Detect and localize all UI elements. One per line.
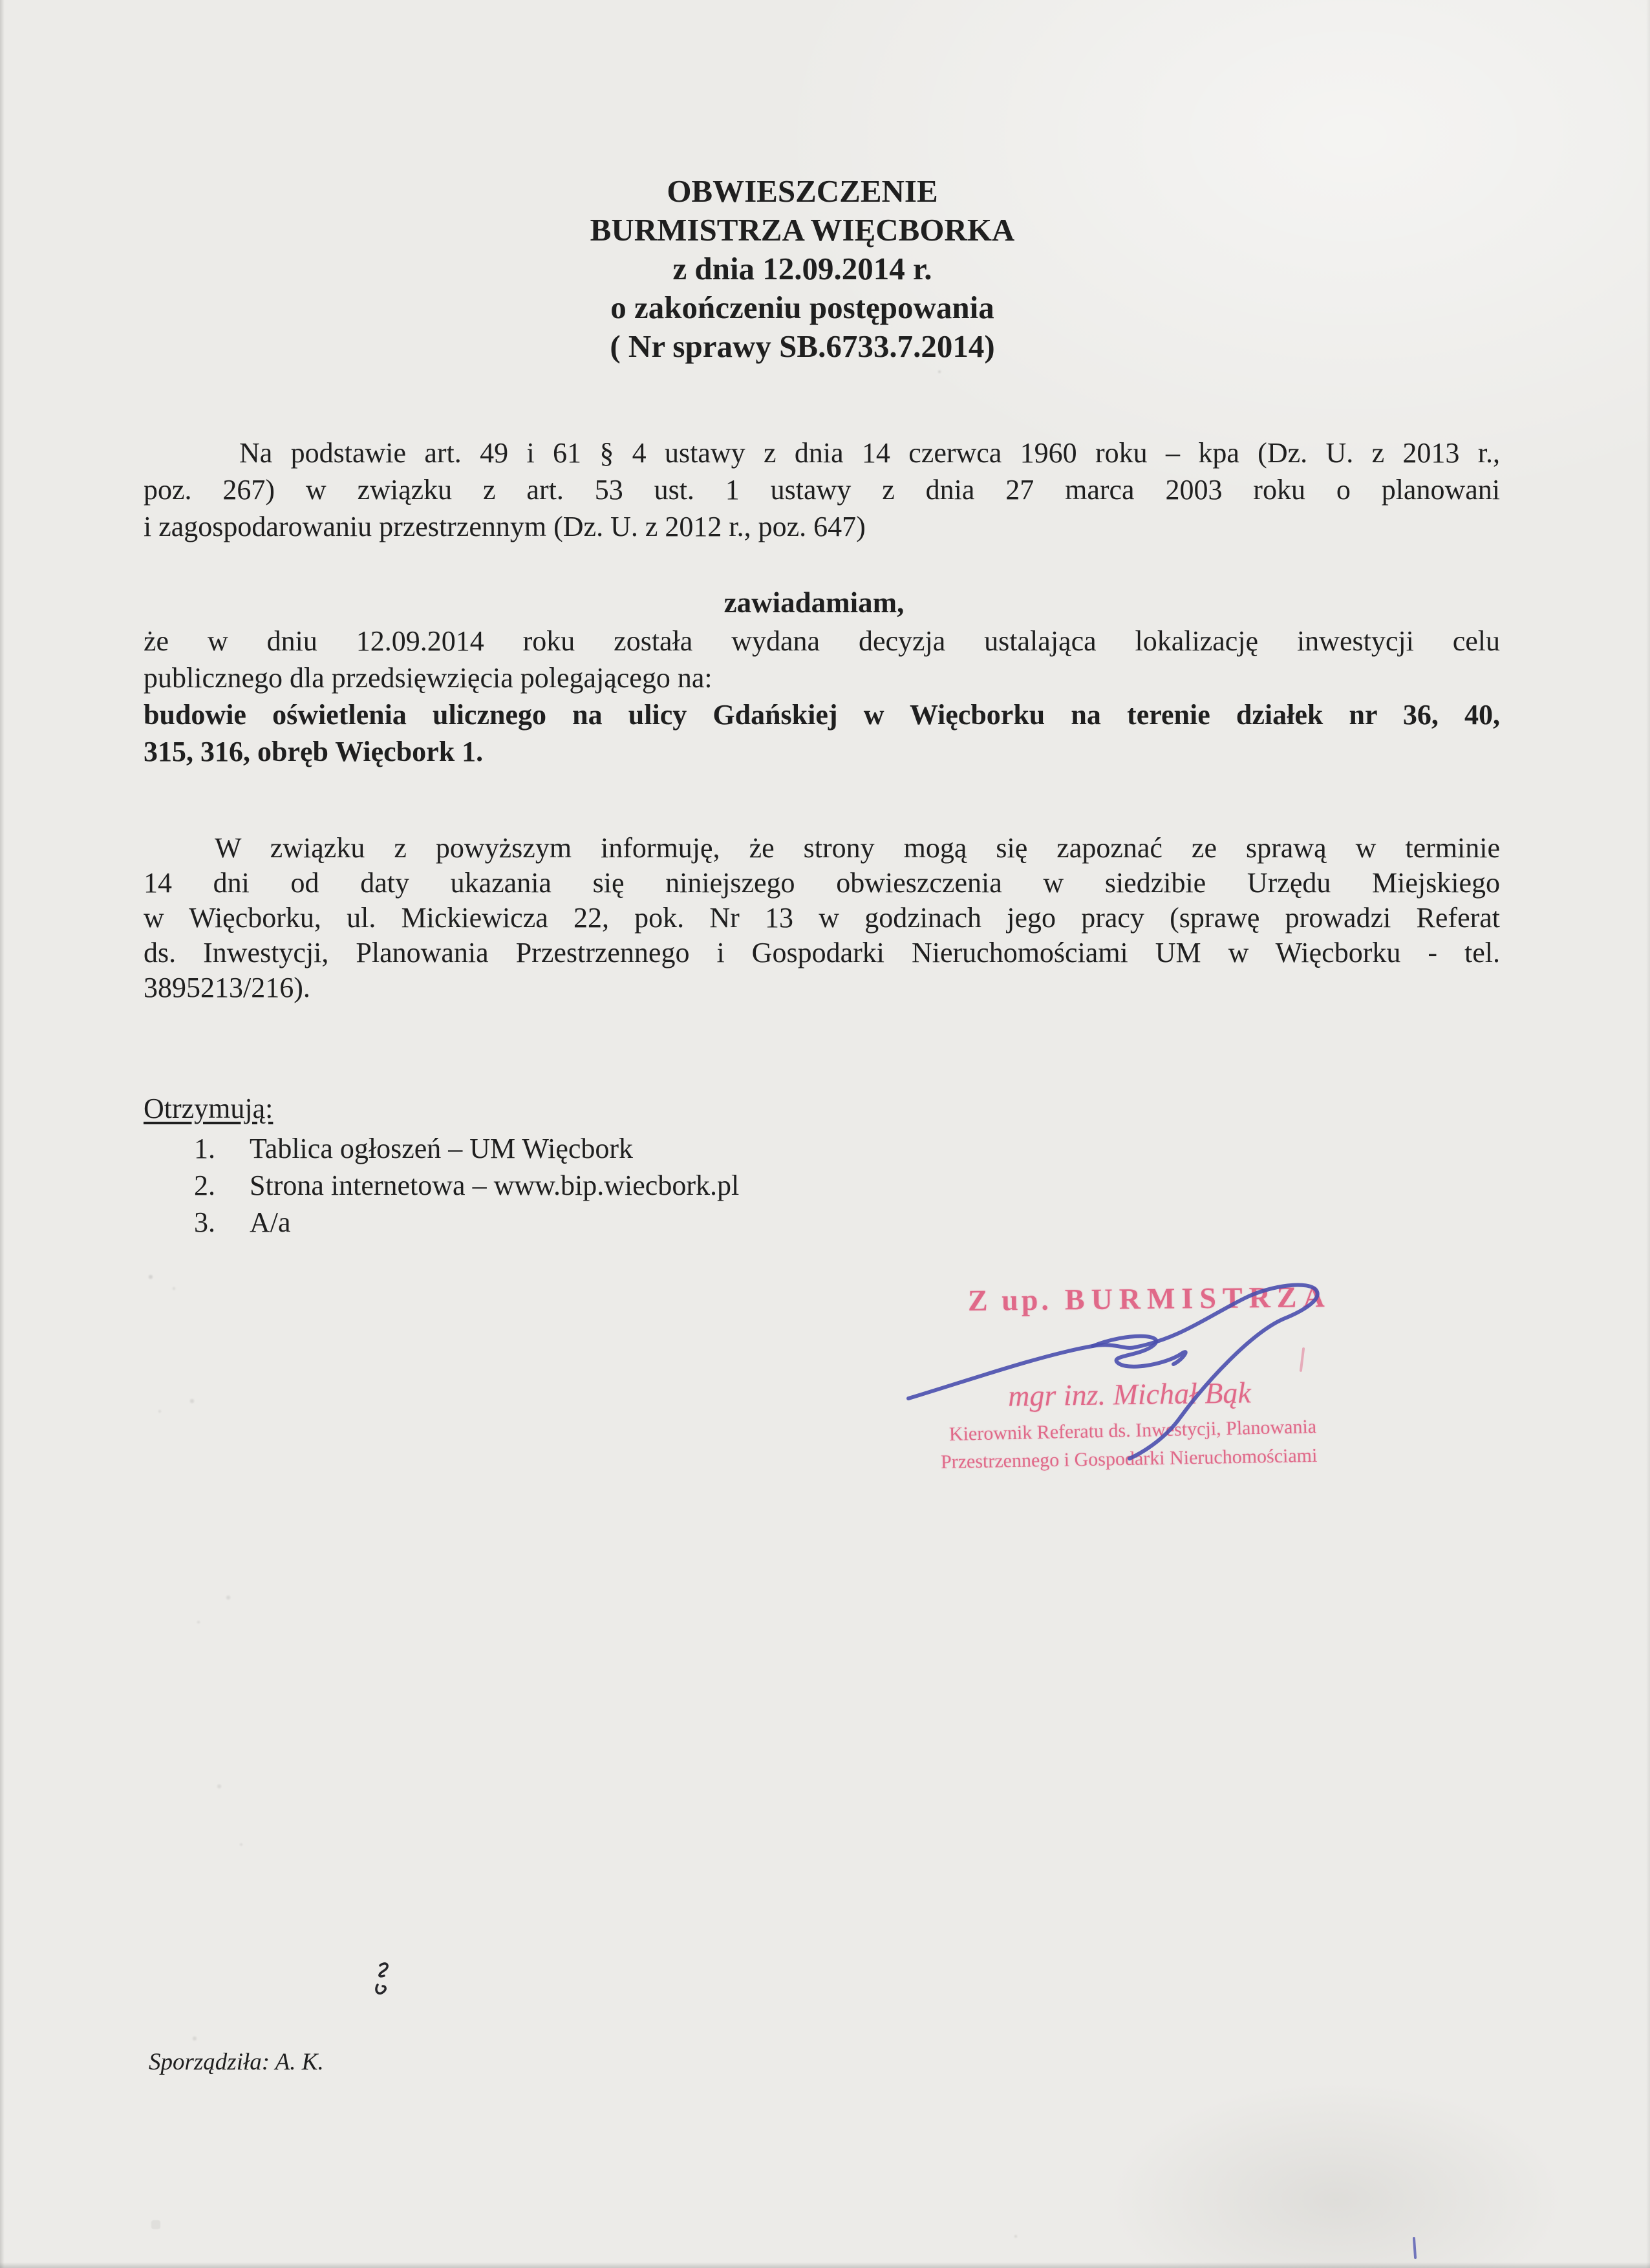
scan-speck-artifacts	[0, 0, 1, 1]
recipients-list	[144, 1130, 1500, 1241]
list-item-text: A/a	[250, 1206, 291, 1238]
list-item	[144, 1204, 1500, 1241]
list-item	[144, 1130, 1500, 1167]
stamp-authorization-prefix: Z up.	[967, 1283, 1053, 1317]
title-line-2: BURMISTRZA WIĘCBORKA	[590, 212, 1015, 248]
title-line-5: ( Nr sprawy SB.6733.7.2014)	[610, 328, 995, 364]
stamp-signer-title-line2: Przestrzennego i Gospodarki Nieruchomościami	[940, 1444, 1318, 1473]
decision-subject-paragraph	[144, 696, 1500, 770]
information-line: W związku z powyższym informuję, że strony mogą się zapoznać ze sprawą w terminie	[215, 832, 1500, 864]
list-item-text: Tablica ogłoszeń – UM Więcbork	[250, 1133, 634, 1164]
information-line: ds. Inwestycji, Planowania Przestrzennego i Gospodarki Nieruchomościami UM w Więcborku - tel.	[144, 937, 1500, 968]
notice-paragraph	[144, 623, 1500, 696]
list-item-text: Strona internetowa – www.bip.wiecbork.pl	[250, 1170, 740, 1201]
information-line: w Więcborku, ul. Mickiewicza 22, pok. Nr 13 w godzinach jego pracy (sprawę prowadzi Referat	[144, 902, 1500, 934]
ink-blot-artifact	[370, 1960, 396, 1999]
stamp-authorization-word: BURMISTRZA	[1064, 1280, 1331, 1316]
legal-basis-paragraph	[144, 434, 1500, 545]
notice-heading: zawiadamiam,	[723, 586, 905, 619]
information-line: 14 dni od daty ukazania się niniejszego obwieszczenia w siedzibie Urzędu Miejskiego	[144, 867, 1500, 899]
list-item	[144, 1167, 1500, 1204]
information-paragraph	[144, 831, 1500, 1005]
recipients-heading: Otrzymują:	[144, 1093, 273, 1124]
legal-basis-line: i zagospodarowaniu przestrzennym (Dz. U. z 2012 r., poz. 647)	[144, 511, 866, 542]
signature-main-stroke	[908, 1285, 1318, 1459]
decision-subject-line: 315, 316, obręb Więcbork 1.	[144, 736, 484, 767]
handwritten-signature	[902, 1279, 1329, 1537]
prepared-by-note: Sporządziła: A. K.	[149, 2049, 324, 2075]
legal-basis-line: Na podstawie art. 49 i 61 § 4 ustawy z dnia 14 czerwca 1960 roku – kpa (Dz. U. z 2013 r.,	[239, 437, 1500, 469]
notice-line: że w dniu 12.09.2014 roku została wydana decyzja ustalająca lokalizację inwestycji celu	[144, 625, 1500, 657]
title-line-1: OBWIESZCZENIE	[667, 173, 938, 209]
notice-line: publicznego dla przedsięwzięcia polegającego na:	[144, 662, 712, 694]
list-item-number: 2.	[194, 1170, 215, 1201]
document-title-block	[124, 172, 1481, 366]
stamp-signer-name: mgr inz. Michał Bąk	[1007, 1376, 1252, 1413]
list-item-number: 1.	[194, 1133, 215, 1164]
list-item-number: 3.	[194, 1206, 215, 1238]
legal-basis-line: poz. 267) w związku z art. 53 ust. 1 ustawy z dnia 27 marca 2003 roku o planowani	[144, 474, 1500, 506]
decision-subject-line: budowie oświetlenia ulicznego na ulicy Gdańskiej w Więcborku na terenie działek nr 36, 40,	[144, 699, 1500, 731]
information-line: 3895213/216).	[144, 972, 310, 1003]
title-line-3: z dnia 12.09.2014 r.	[672, 251, 932, 286]
title-line-4: o zakończeniu postępowania	[610, 290, 994, 325]
stamp-signer-title-line1: Kierownik Referatu ds. Inwestycji, Planowania	[948, 1416, 1317, 1445]
signature-loop-stroke	[1093, 1336, 1186, 1367]
pen-mark-artifact	[1413, 2237, 1417, 2259]
